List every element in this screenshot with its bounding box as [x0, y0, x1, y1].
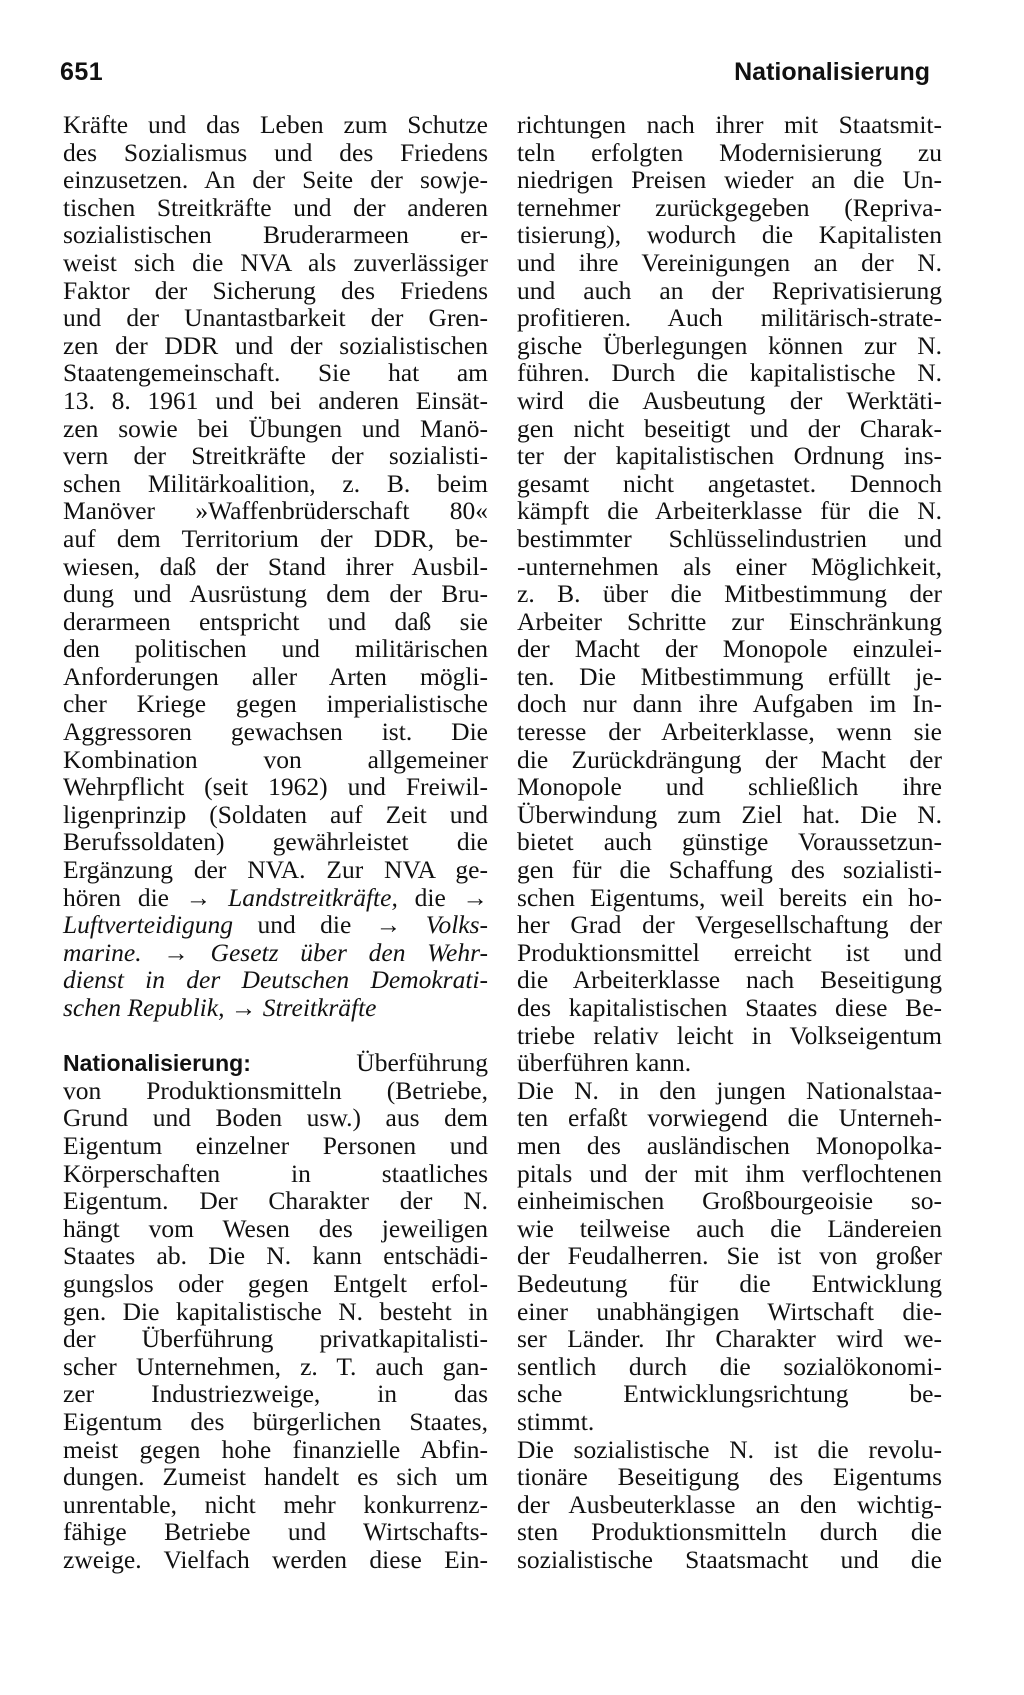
text-line: sten Produktionsmitteln durch die	[517, 1517, 942, 1547]
text-line: teln erfolgten Modernisierung zu	[517, 137, 942, 167]
text-line: Eigentum. Der Charakter der N.	[63, 1186, 488, 1216]
cross-reference-link[interactable]: Landstreitkräfte,	[228, 882, 398, 912]
text-line: Berufssoldaten) gewährleistet die	[63, 827, 488, 857]
text-line: Bedeutung für die Entwicklung	[517, 1268, 942, 1298]
text-line: z. B. über die Mitbestimmung der	[517, 579, 942, 609]
text-line: schen Eigentums, weil bereits ein ho-	[517, 882, 942, 912]
arrow-icon: →	[462, 882, 489, 912]
text-line: stimmt.	[517, 1406, 595, 1436]
text-line: meist gegen hohe finanzielle Abfin-	[63, 1434, 488, 1464]
text-line: Ergänzung der NVA. Zur NVA ge-	[63, 855, 488, 885]
text-line: einzusetzen. An der Seite der sowje-	[63, 165, 488, 195]
text-line: men des ausländischen Monopolka-	[517, 1130, 942, 1160]
text-line: Anforderungen aller Arten mögli-	[63, 661, 488, 691]
text-line: sche Entwicklungsrichtung be-	[517, 1379, 942, 1409]
text-fragment: hören die	[63, 882, 169, 912]
text-line: doch nur dann ihre Aufgaben im In-	[517, 689, 942, 719]
text-line: gen für die Schaffung des sozialisti-	[517, 855, 942, 885]
text-line: zen sowie bei Übungen und Manö-	[63, 413, 488, 443]
page-number: 651	[60, 58, 104, 86]
text-fragment: die	[414, 882, 446, 912]
text-line: die Arbeiterklasse nach Beseitigung	[517, 965, 942, 995]
cross-reference-link[interactable]: Volks-	[425, 910, 489, 940]
text-line: 13. 8. 1961 und bei anderen Einsät-	[63, 385, 488, 415]
text-line: unrentable, nicht mehr konkurrenz-	[63, 1489, 488, 1519]
text-line: teresse der Arbeiterklasse, wenn sie	[517, 717, 942, 747]
text-line: schen Militärkoalition, z. B. beim	[63, 468, 488, 498]
cross-reference-line	[63, 911, 488, 939]
text-line: scher Unternehmen, z. T. auch gan-	[63, 1351, 488, 1381]
text-line: Überwindung zum Ziel hat. Die N.	[517, 799, 942, 829]
text-line: -unternehmen als einer Möglichkeit,	[517, 551, 942, 581]
left-column	[63, 111, 488, 1573]
arrow-icon: →	[230, 993, 257, 1022]
text-line: derarmeen entspricht und daß sie	[63, 606, 488, 636]
running-head: Nationalisierung	[734, 58, 930, 86]
text-line: gesamt nicht angetastet. Dennoch	[517, 468, 942, 498]
text-line: fähige Betriebe und Wirtschafts-	[63, 1517, 488, 1547]
text-line: den politischen und militärischen	[63, 634, 488, 664]
cross-reference-link[interactable]: Gesetz über den Wehr-	[210, 937, 489, 967]
text-line: Aggressoren gewachsen ist. Die	[63, 717, 488, 747]
text-line: Staates ab. Die N. kann entschädi-	[63, 1241, 488, 1271]
cross-reference-line	[63, 884, 488, 912]
cross-reference-line	[63, 994, 488, 1022]
text-line: Produktionsmittel erreicht ist und	[517, 937, 942, 967]
text-line: Kombination von allgemeiner	[63, 744, 488, 774]
text-line: Kräfte und das Leben zum Schutze	[63, 110, 488, 139]
text-line: wie teilweise auch die Ländereien	[517, 1213, 942, 1243]
text-line: Faktor der Sicherung des Friedens	[63, 275, 488, 305]
text-line: Arbeiter Schritte zur Einschränkung	[517, 606, 942, 636]
text-line: die Zurückdrängung der Macht der	[517, 744, 942, 774]
text-line: und der Unantastbarkeit der Gren-	[63, 303, 488, 333]
cross-reference-line[interactable]: dienst in der Deutschen Demokrati-	[63, 965, 488, 995]
text-line: Manöver »Waffenbrüderschaft 80«	[63, 496, 488, 526]
arrow-icon: →	[375, 910, 402, 940]
text-line: sozialistischen Bruderarmeen er-	[63, 220, 488, 250]
text-line: sozialistische Staatsmacht und die	[517, 1544, 942, 1574]
text-line: her Grad der Vergesellschaftung der	[517, 910, 942, 940]
arrow-icon: →	[185, 882, 212, 912]
text-line: niedrigen Preisen wieder an die Un-	[517, 165, 942, 195]
text-line: ten erfaßt vorwiegend die Unterneh-	[517, 1103, 942, 1133]
text-line: richtungen nach ihrer mit Staatsmit-	[517, 110, 942, 139]
text-line: Grund und Boden usw.) aus dem	[63, 1103, 488, 1133]
text-line: tionäre Beseitigung des Eigentums	[517, 1462, 942, 1492]
text-line: gen. Die kapitalistische N. besteht in	[63, 1296, 488, 1326]
right-column	[517, 111, 942, 1573]
text-line: gische Überlegungen können zur N.	[517, 330, 942, 360]
text-line: zweige. Vielfach werden diese Ein-	[63, 1544, 488, 1574]
text-line: der Feudalherren. Sie ist von großer	[517, 1241, 942, 1271]
text-line: sentlich durch die sozialökonomi-	[517, 1351, 942, 1381]
text-line: gen nicht beseitigt und der Charak-	[517, 413, 942, 443]
text-fragment: und die	[257, 910, 352, 940]
text-line: bestimmter Schlüsselindustrien und	[517, 523, 942, 553]
text-line: cher Kriege gegen imperialistische	[63, 689, 488, 719]
text-line: zen der DDR und der sozialistischen	[63, 330, 488, 360]
text-line: tisierung), wodurch die Kapitalisten	[517, 220, 942, 250]
text-line: ten. Die Mitbestimmung erfüllt je-	[517, 661, 942, 691]
text-line: und auch an der Reprivatisierung	[517, 275, 942, 305]
text-line: triebe relativ leicht in Volkseigentum	[517, 1020, 942, 1050]
text-line: Die sozialistische N. ist die revolu-	[517, 1434, 942, 1464]
text-line: der Macht der Monopole einzulei-	[517, 634, 942, 664]
text-line: Staatengemeinschaft. Sie hat am	[63, 358, 488, 388]
text-line: und ihre Vereinigungen an der N.	[517, 247, 942, 277]
text-line: Körperschaften in staatliches	[63, 1158, 488, 1188]
text-line: von Produktionsmitteln (Betriebe,	[63, 1075, 488, 1105]
text-line: kämpft die Arbeiterklasse für die N.	[517, 496, 942, 526]
text-line: ser Länder. Ihr Charakter wird we-	[517, 1324, 942, 1354]
text-line: des kapitalistischen Staates diese Be-	[517, 993, 942, 1022]
text-line: des Sozialismus und des Friedens	[63, 137, 488, 167]
text-line: weist sich die NVA als zuverlässiger	[63, 247, 488, 277]
entry-term: Nationalisierung:	[63, 1050, 251, 1077]
arrow-icon: →	[163, 937, 189, 967]
text-line: Eigentum einzelner Personen und	[63, 1130, 488, 1160]
text-line: führen. Durch die kapitalistische N.	[517, 358, 942, 388]
text-line: Eigentum des bürgerlichen Staates,	[63, 1406, 488, 1436]
text-line: ternehmer zurückgegeben (Repriva-	[517, 192, 942, 222]
cross-reference-line	[63, 939, 488, 967]
text-line: auf dem Territorium der DDR, be-	[63, 523, 488, 553]
page-header	[60, 58, 930, 98]
text-line: profitieren. Auch militärisch-strate-	[517, 303, 942, 333]
text-line: Die N. in den jungen Nationalstaa-	[517, 1075, 942, 1105]
entry-heading-line	[63, 1049, 488, 1077]
text-line: einheimischen Großbourgeoisie so-	[517, 1186, 942, 1216]
text-line: dungen. Zumeist handelt es sich um	[63, 1462, 488, 1492]
cross-reference-link[interactable]: Streitkräfte	[262, 993, 377, 1022]
text-line: ter der kapitalistischen Ordnung ins-	[517, 441, 942, 471]
cross-reference-link[interactable]: Luftverteidigung	[63, 910, 233, 940]
text-line: wiesen, daß der Stand ihrer Ausbil-	[63, 551, 488, 581]
text-line: zer Industriezweige, in das	[63, 1379, 488, 1409]
text-fragment: Überführung	[356, 1048, 488, 1078]
text-line: einer unabhängigen Wirtschaft die-	[517, 1296, 942, 1326]
text-line: Monopole und schließlich ihre	[517, 772, 942, 802]
text-line: hängt vom Wesen des jeweiligen	[63, 1213, 488, 1243]
text-line: ligenprinzip (Soldaten auf Zeit und	[63, 799, 488, 829]
text-line: bietet auch günstige Voraussetzun-	[517, 827, 942, 857]
text-line: Wehrpflicht (seit 1962) und Freiwil-	[63, 772, 488, 802]
text-line: der Überführung privatkapitalisti-	[63, 1324, 488, 1354]
cross-reference-link[interactable]: marine.	[63, 937, 142, 967]
text-line: dung und Ausrüstung dem der Bru-	[63, 579, 488, 609]
text-line: der Ausbeuterklasse an den wichtig-	[517, 1489, 942, 1519]
text-line: tischen Streitkräfte und der anderen	[63, 192, 488, 222]
text-line: vern der Streitkräfte der sozialisti-	[63, 441, 488, 471]
text-line: wird die Ausbeutung der Werktäti-	[517, 385, 942, 415]
text-line: überführen kann.	[517, 1048, 692, 1078]
paragraph-gap	[63, 1022, 488, 1050]
text-line: gungslos oder gegen Entgelt erfol-	[63, 1268, 488, 1298]
cross-reference-link[interactable]: schen Republik,	[63, 993, 225, 1022]
text-line: pitals und der mit ihm verflochtenen	[517, 1158, 942, 1188]
